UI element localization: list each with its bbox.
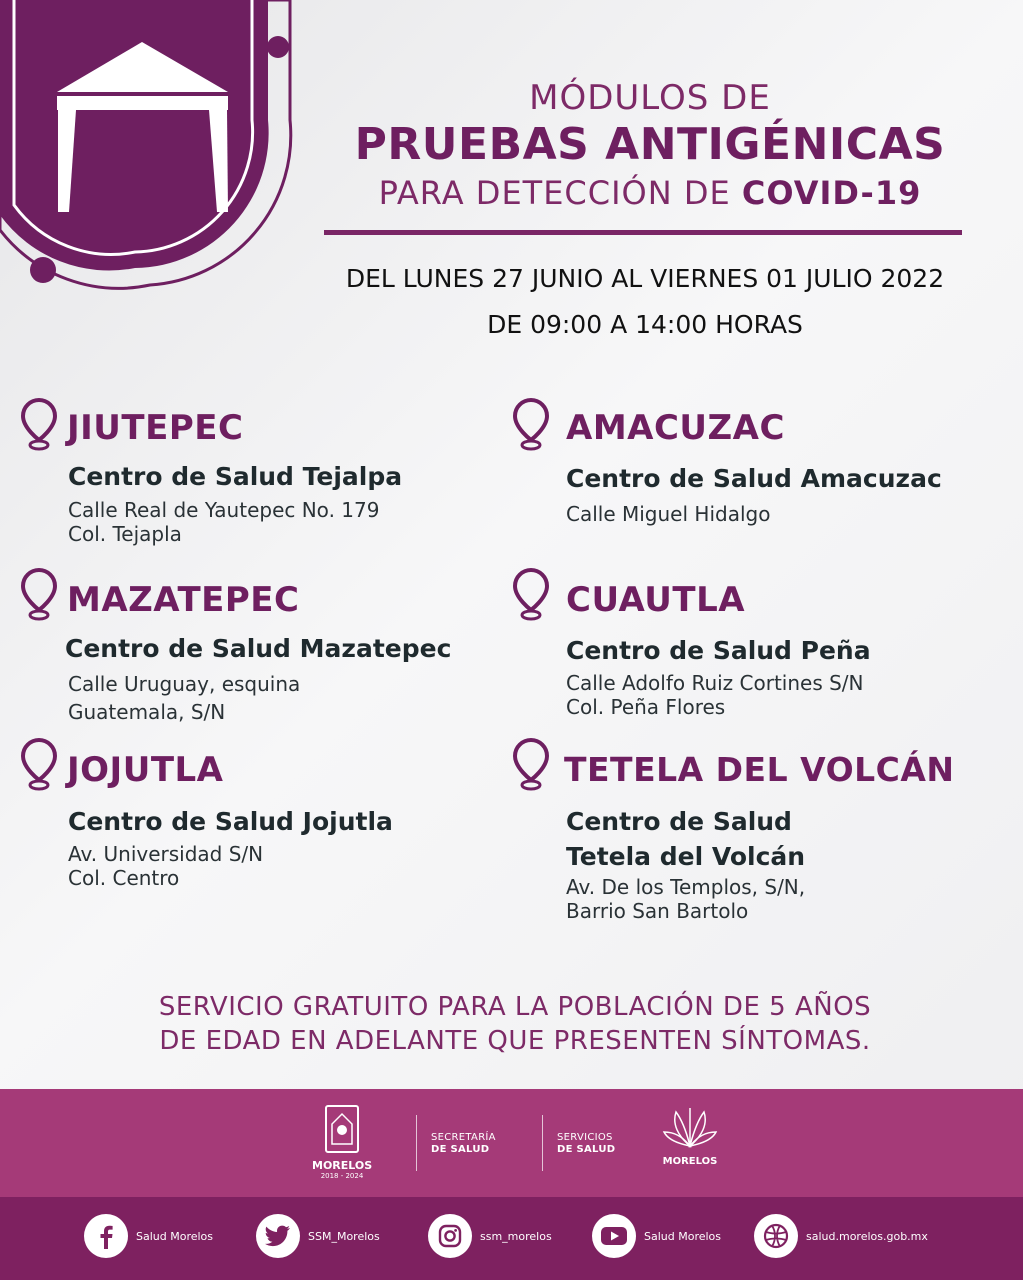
note-line-2: DE EDAD EN ADELANTE QUE PRESENTEN SÍNTOMAS. bbox=[159, 1026, 871, 1056]
location-pin-icon bbox=[512, 738, 550, 792]
address-line-1: Calle Miguel Hidalgo bbox=[566, 502, 771, 526]
seal-years: 2018 - 2024 bbox=[320, 1172, 364, 1180]
social-facebook[interactable] bbox=[84, 1214, 213, 1258]
instagram-icon bbox=[428, 1214, 472, 1258]
footer-divider bbox=[542, 1115, 543, 1171]
service-note bbox=[60, 990, 970, 1058]
morelos-brand-logo bbox=[650, 1106, 730, 1168]
social-youtube[interactable] bbox=[592, 1214, 721, 1258]
facebook-label: Salud Morelos bbox=[136, 1229, 214, 1243]
instagram-label: ssm_morelos bbox=[480, 1229, 552, 1243]
title-line-3 bbox=[310, 172, 990, 214]
location-pin-icon bbox=[512, 398, 550, 452]
city-name: CUAUTLA bbox=[566, 580, 746, 620]
location-pin-icon bbox=[20, 568, 58, 622]
city-name: MAZATEPEC bbox=[67, 580, 300, 620]
youtube-icon bbox=[592, 1214, 636, 1258]
state-seal-icon bbox=[322, 1104, 362, 1156]
address-line-1: Calle Real de Yautepec No. 179 bbox=[68, 498, 380, 522]
servicios-line-2: DE SALUD bbox=[557, 1144, 616, 1155]
facebook-icon bbox=[84, 1214, 128, 1258]
website-label: salud.morelos.gob.mx bbox=[806, 1229, 928, 1243]
footer-divider bbox=[416, 1115, 417, 1171]
title-block bbox=[310, 78, 990, 214]
twitter-label: SSM_Morelos bbox=[308, 1229, 380, 1243]
city-name: AMACUZAC bbox=[566, 408, 785, 448]
social-instagram[interactable] bbox=[428, 1214, 552, 1258]
note-line-1: SERVICIO GRATUITO PARA LA POBLACIÓN DE 5 AÑOS bbox=[158, 992, 872, 1022]
center-name: Centro de Salud Jojutla bbox=[68, 807, 393, 836]
center-name-line-1: Centro de Salud bbox=[566, 807, 792, 836]
social-twitter[interactable] bbox=[256, 1214, 380, 1258]
seal-name: MORELOS bbox=[312, 1159, 373, 1172]
address-line-2: Col. Tejapla bbox=[68, 522, 182, 546]
center-name-line-2: Tetela del Volcán bbox=[566, 842, 806, 871]
title-line-3-bold: COVID-19 bbox=[741, 174, 922, 212]
secretaria-line-2: DE SALUD bbox=[431, 1144, 490, 1155]
city-name: JIUTEPEC bbox=[67, 408, 244, 448]
hours: DE 09:00 A 14:00 HORAS bbox=[487, 310, 803, 339]
location-pin-icon bbox=[20, 398, 58, 452]
center-name: Centro de Salud Peña bbox=[566, 636, 871, 665]
address-line-2: Col. Centro bbox=[68, 866, 180, 890]
address-line-2: Col. Peña Flores bbox=[566, 695, 726, 719]
title-line-2: PRUEBAS ANTIGÉNICAS bbox=[354, 119, 946, 170]
globe-icon bbox=[754, 1214, 798, 1258]
location-pin-icon bbox=[20, 738, 58, 792]
schedule bbox=[270, 256, 1020, 348]
social-website[interactable] bbox=[754, 1214, 928, 1258]
address-line-2: Barrio San Bartolo bbox=[566, 899, 749, 923]
secretaria-line-1: SECRETARÍA bbox=[431, 1132, 496, 1143]
title-underline bbox=[324, 230, 962, 235]
title-line-3-prefix: PARA DETECCIÓN DE bbox=[378, 174, 742, 212]
title-line-1: MÓDULOS DE bbox=[529, 78, 771, 118]
center-name: Centro de Salud Mazatepec bbox=[65, 634, 452, 663]
servicios-line-1: SERVICIOS bbox=[557, 1132, 613, 1143]
address-line-1: Av. De los Templos, S/N, bbox=[566, 875, 806, 899]
address-line-1: Calle Adolfo Ruiz Cortines S/N bbox=[566, 671, 864, 695]
youtube-label: Salud Morelos bbox=[644, 1229, 722, 1243]
secretaria-de-salud bbox=[431, 1132, 496, 1156]
twitter-icon bbox=[256, 1214, 300, 1258]
address-line-2: Guatemala, S/N bbox=[68, 700, 226, 724]
institutional-band bbox=[0, 1089, 1023, 1197]
address-line-1: Av. Universidad S/N bbox=[68, 842, 264, 866]
city-name: JOJUTLA bbox=[67, 750, 224, 790]
city-name: TETELA DEL VOLCÁN bbox=[564, 750, 955, 789]
address-line-1: Calle Uruguay, esquina bbox=[68, 672, 301, 696]
center-name: Centro de Salud Tejalpa bbox=[68, 462, 403, 491]
date-range: DEL LUNES 27 JUNIO AL VIERNES 01 JULIO 2022 bbox=[345, 264, 945, 293]
location-pin-icon bbox=[512, 568, 550, 622]
morelos-brand-name: MORELOS bbox=[662, 1156, 718, 1167]
center-name: Centro de Salud Amacuzac bbox=[566, 464, 942, 493]
morelos-flower-icon bbox=[660, 1106, 720, 1152]
servicios-de-salud bbox=[557, 1132, 615, 1156]
morelos-seal bbox=[312, 1104, 372, 1181]
